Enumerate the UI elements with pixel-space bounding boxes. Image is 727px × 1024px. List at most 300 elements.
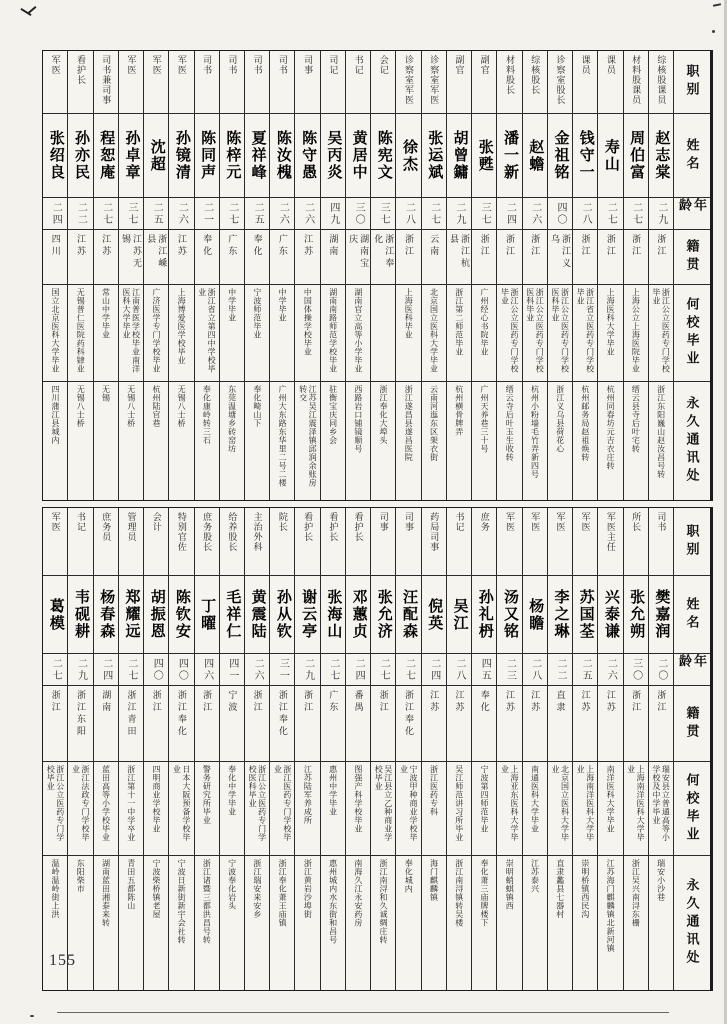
cell-name (68, 113, 92, 197)
cell-origin (195, 229, 219, 284)
position-text: 书记 (75, 512, 86, 532)
origin-text: 江苏 (530, 690, 541, 714)
name-text: 孙从钦 (274, 589, 291, 640)
age-text: 三一 (277, 657, 289, 682)
cell-address (548, 855, 572, 990)
cell-age (396, 653, 420, 685)
cell-school (396, 761, 420, 855)
cell-age (447, 197, 471, 229)
origin-text: 浙江 (605, 234, 616, 258)
header-school-label: 何校毕业 (684, 297, 700, 369)
cell-age (548, 653, 572, 685)
cell-age (169, 653, 193, 685)
address-text: 杭州同春坊元吉衣庄转 (606, 385, 616, 470)
cell-origin (472, 685, 496, 761)
origin-text: 浙江 (631, 234, 642, 258)
cell-address (624, 855, 648, 990)
cell-school (497, 761, 521, 855)
school-text: 湖南南路师范学校毕业 (328, 288, 338, 373)
position-text: 会计 (151, 512, 162, 532)
age-text: 二九 (655, 201, 667, 226)
address-text: 西路岩口铺镜顺号 (353, 385, 363, 453)
school-text: 上海医科毕业 (404, 288, 414, 339)
school-text: 浙江公立医药专门学校毕业 (46, 765, 65, 842)
cell-name (472, 575, 496, 653)
person-column (496, 508, 521, 990)
origin-text: 直隶 (555, 690, 566, 714)
origin-text: 江苏 (75, 234, 86, 258)
cell-name (472, 113, 496, 197)
position-text: 主治外科 (252, 512, 263, 552)
cell-school (195, 761, 219, 855)
name-text: 李之琳 (552, 589, 569, 640)
origin-text: 奉化 (252, 234, 263, 258)
cell-origin (94, 685, 118, 761)
school-text: 无锡普仁医院药科肄业 (76, 288, 86, 373)
cell-origin (422, 685, 446, 761)
school-text: 宁波师范毕业 (252, 288, 262, 339)
cell-address (472, 855, 496, 990)
cell-school (422, 761, 446, 855)
school-text: 上海医科大学毕业 (606, 288, 616, 356)
origin-text: 浙江 (50, 690, 61, 714)
person-column (522, 51, 547, 500)
address-text: 杭州小粉墙毛竹弄新四号 (530, 385, 540, 479)
position-text: 书记 (353, 55, 364, 75)
origin-text: 江苏 (504, 690, 515, 714)
cell-age (94, 197, 118, 229)
cell-name (270, 113, 294, 197)
cell-age (346, 197, 370, 229)
name-text: 兴泰谦 (602, 589, 619, 640)
cell-address (144, 381, 168, 500)
origin-text: 江苏 (580, 690, 591, 714)
origin-text: 奉化 (202, 234, 213, 258)
name-text: 黄居中 (350, 130, 367, 181)
cell-school (169, 761, 193, 855)
cell-address (270, 855, 294, 990)
cell-address (220, 855, 244, 990)
person-column (496, 51, 521, 500)
name-text: 谢云亭 (300, 589, 317, 640)
origin-text: 广东 (328, 690, 339, 714)
age-text: 二七 (327, 657, 339, 682)
cell-position (169, 508, 193, 575)
address-text: 奉化萧三庙牌楼下 (479, 859, 489, 927)
person-column (143, 51, 168, 500)
cell-school (346, 761, 370, 855)
header-cell-name (674, 113, 710, 197)
address-text: 云南河迤东区架衣街 (429, 385, 439, 462)
name-text: 韦砚耕 (72, 589, 89, 640)
cell-address (144, 855, 168, 990)
address-text: 浙江东阳巍山赵汝昌号转 (656, 385, 666, 479)
page-number: 155 (49, 952, 76, 969)
cell-position (396, 51, 420, 113)
header-cell-origin (674, 229, 710, 284)
person-column (194, 508, 219, 990)
person-column (547, 508, 572, 990)
person-column (597, 508, 622, 990)
cell-school (144, 761, 168, 855)
cell-school (220, 284, 244, 381)
position-text: 副官 (479, 55, 490, 75)
name-text: 樊嘉润 (653, 589, 670, 640)
position-text: 给养股长 (227, 512, 238, 552)
person-column (168, 508, 193, 990)
cell-address (371, 855, 395, 990)
name-text: 陈钦安 (173, 589, 190, 640)
person-column (370, 508, 395, 990)
cell-name (119, 113, 143, 197)
cell-position (371, 51, 395, 113)
cell-school (144, 284, 168, 381)
cell-name (68, 575, 92, 653)
cell-name (447, 113, 471, 197)
age-text: 二八 (403, 201, 415, 226)
cell-age (220, 653, 244, 685)
cell-school (321, 284, 345, 381)
name-text: 陈汝槐 (274, 130, 291, 181)
cell-address (220, 381, 244, 500)
name-text: 徐杰 (401, 138, 418, 173)
address-text: 驻衡宝庆同乡会 (328, 385, 338, 445)
cell-position (624, 51, 648, 113)
header-cell-position (674, 508, 710, 575)
name-text: 郑耀远 (123, 589, 140, 640)
origin-text: 浙江 (530, 234, 541, 258)
cell-age (573, 197, 597, 229)
cell-school (295, 284, 319, 381)
cell-position (94, 51, 118, 113)
cell-age (321, 653, 345, 685)
header-address-label: 永久通讯处 (684, 396, 700, 486)
cell-age (472, 197, 496, 229)
position-text: 军医 (126, 55, 137, 75)
cell-origin (422, 229, 446, 284)
age-text: 二四 (353, 657, 365, 682)
cell-age (270, 653, 294, 685)
cell-position (43, 508, 67, 575)
origin-text: 浙江 (504, 234, 515, 258)
school-text: 南通医科大学毕业 (530, 765, 540, 833)
cell-address (270, 381, 294, 500)
cell-position (523, 51, 547, 113)
origin-text: 广东 (227, 234, 238, 258)
age-text: 二七 (125, 657, 137, 682)
position-text: 军医 (555, 512, 566, 532)
age-text: 二七 (50, 657, 62, 682)
school-text: 国立北京医科大学毕业 (51, 288, 60, 373)
position-text: 司书 (252, 55, 263, 75)
origin-text: 浙江 (151, 690, 162, 714)
cell-name (371, 575, 395, 653)
cell-age (649, 197, 673, 229)
age-text: 二四 (428, 657, 440, 682)
name-text: 周伯富 (628, 130, 645, 181)
name-text: 金祖铭 (552, 130, 569, 181)
person-column (294, 51, 319, 500)
cell-school (245, 284, 269, 381)
cell-address (548, 381, 572, 500)
cell-position (598, 508, 622, 575)
cell-name (94, 113, 118, 197)
cell-name (144, 575, 168, 653)
address-text: 宁波奉化岩头 (227, 859, 237, 910)
age-text: 二九 (302, 657, 314, 682)
cell-age (295, 653, 319, 685)
header-position-label: 职别 (684, 523, 700, 560)
cell-origin (624, 229, 648, 284)
cell-address (43, 381, 67, 500)
person-column (572, 51, 597, 500)
school-text: 常山中学毕业 (101, 288, 111, 339)
cell-age (422, 653, 446, 685)
person-column (194, 51, 219, 500)
name-text: 黄震陆 (249, 589, 266, 640)
cell-school (598, 284, 622, 381)
cell-name (548, 575, 572, 653)
cell-name (624, 575, 648, 653)
position-text: 军医 (151, 55, 162, 75)
cell-origin (144, 229, 168, 284)
address-text: 浙江南浔镇转吴楼 (454, 859, 464, 927)
name-text: 胡曾鏞 (451, 130, 468, 181)
cell-name (43, 113, 67, 197)
cell-position (497, 508, 521, 575)
cell-origin (144, 685, 168, 761)
cell-position (321, 51, 345, 113)
school-text: 四明商业学校毕业 (151, 765, 161, 833)
header-cell-address (674, 855, 710, 990)
cell-address (245, 381, 269, 500)
cell-age (598, 197, 622, 229)
cell-age (144, 653, 168, 685)
cell-name (195, 113, 219, 197)
cell-school (396, 284, 420, 381)
name-text: 孙镜清 (173, 130, 190, 181)
age-text: 三七 (378, 201, 390, 226)
age-text: 二七 (378, 657, 390, 682)
cell-age (371, 197, 395, 229)
cell-age (523, 197, 547, 229)
person-column (547, 51, 572, 500)
cell-school (43, 761, 67, 855)
origin-text: 奉化 (479, 690, 490, 714)
address-text: 海门麒麟镇 (429, 859, 439, 902)
origin-text: 江苏 (429, 690, 440, 714)
person-column (395, 51, 420, 500)
origin-text: 云南 (429, 234, 440, 258)
address-text: 缙云寺后叶玉生收转 (505, 385, 515, 462)
person-column (446, 508, 471, 990)
school-text: 宁波第四师范毕业 (479, 765, 489, 833)
cell-address (472, 381, 496, 500)
cell-origin (94, 229, 118, 284)
header-name-label: 姓名 (684, 137, 700, 174)
origin-text: 浙江 (479, 234, 490, 258)
name-text: 张运斌 (426, 130, 443, 181)
scan-speck (712, 30, 715, 33)
cell-origin (68, 229, 92, 284)
cell-position (548, 51, 572, 113)
cell-school (68, 284, 92, 381)
cell-position (321, 508, 345, 575)
person-column (522, 508, 547, 990)
scan-speck (30, 1015, 34, 1017)
name-text: 苏国荃 (577, 589, 594, 640)
cell-position (548, 508, 572, 575)
position-text: 会记 (378, 55, 389, 75)
cell-address (245, 855, 269, 990)
position-text: 庶务员 (101, 512, 112, 542)
address-text: 浙江诸暨三都洪昌号转 (202, 859, 212, 944)
cell-address (523, 855, 547, 990)
cell-school (321, 761, 345, 855)
address-text: 惠州城内水东街和昌号 (328, 859, 338, 944)
name-text: 张海山 (325, 589, 342, 640)
age-text: 四〇 (176, 657, 188, 682)
cell-address (119, 381, 143, 500)
position-text: 司事 (404, 512, 415, 532)
position-text: 综核股长 (530, 55, 541, 95)
address-text: 东莞温塘乡砖窑坊 (227, 385, 237, 453)
cell-origin (573, 685, 597, 761)
cell-origin (472, 229, 496, 284)
age-text: 二六 (176, 201, 188, 226)
address-text: 浙江瑞安来安乡 (252, 859, 262, 919)
header-cell-address (674, 381, 710, 500)
cell-address (321, 855, 345, 990)
cell-origin (447, 229, 471, 284)
school-text: 吴江县立乙种商业学校毕业 (374, 765, 393, 842)
origin-text: 浙江奉化 (373, 234, 395, 270)
school-text: 浙江公立医药专门学校医科毕业 (550, 288, 570, 373)
cell-name (94, 575, 118, 653)
origin-text: 浙江杭县 (449, 234, 470, 270)
origin-text: 浙江 (656, 690, 667, 714)
age-text: 二四 (504, 201, 516, 226)
person-column (118, 51, 143, 500)
cell-age (598, 653, 622, 685)
address-text: 直隶蠡县七器村 (555, 859, 565, 919)
position-text: 司书 (277, 55, 288, 75)
position-text: 书记 (454, 512, 465, 532)
person-column (244, 508, 269, 990)
age-text: 二九 (454, 201, 465, 226)
cell-position (346, 508, 370, 575)
cell-name (422, 113, 446, 197)
school-text: 浙江省立第四中学校毕业 (197, 288, 217, 373)
age-text: 二八 (529, 657, 541, 682)
cell-school (195, 284, 219, 381)
school-text: 奉化中学毕业 (227, 765, 237, 816)
header-age-label: 年龄 (677, 654, 707, 672)
cell-school (598, 761, 622, 855)
school-text: 江南普医学校毕业南洋医科大学毕业 (121, 288, 141, 373)
position-text: 司书 (202, 55, 213, 75)
cell-school (220, 761, 244, 855)
cell-school (119, 761, 143, 855)
cell-name (624, 113, 648, 197)
cell-name (270, 575, 294, 653)
cell-age (195, 197, 219, 229)
person-column (168, 51, 193, 500)
person-column (67, 508, 92, 990)
cell-position (573, 51, 597, 113)
school-text: 吴江师范讲习所毕业 (454, 765, 464, 842)
cell-position (220, 51, 244, 113)
cell-name (371, 113, 395, 197)
address-text: 杭州横骨牌弄 (454, 385, 464, 436)
origin-text: 湖南 (328, 234, 339, 258)
age-text: 三〇 (353, 201, 365, 226)
cell-origin (270, 229, 294, 284)
pen-stroke (28, 6, 37, 14)
school-text: 浙江省立医药专门学校毕业 (576, 288, 595, 373)
header-cell-origin (674, 685, 710, 761)
name-text: 汪配森 (401, 589, 418, 640)
cell-name (43, 575, 67, 653)
name-text: 吴丙炎 (325, 130, 342, 181)
origin-text: 浙江奉化 (404, 690, 415, 738)
cell-origin (548, 229, 572, 284)
cell-origin (119, 685, 143, 761)
cell-position (245, 508, 269, 575)
position-text: 军医 (176, 55, 187, 75)
age-text: 二四 (50, 201, 62, 226)
position-text: 军医 (50, 512, 61, 532)
cell-school (447, 284, 471, 381)
origin-text: 浙江 (202, 690, 213, 714)
cell-age (144, 197, 168, 229)
cell-address (371, 381, 395, 500)
school-text: 警务研究所毕业 (202, 765, 212, 825)
cell-school (94, 284, 118, 381)
cell-address (169, 855, 193, 990)
cell-school (346, 284, 370, 381)
cell-school (169, 284, 193, 381)
school-text: 蓝田高等小学校毕业 (101, 765, 111, 842)
name-text: 张允济 (375, 589, 392, 640)
cell-address (94, 855, 118, 990)
school-text: 浙江法政专门学校毕业 (71, 765, 90, 842)
cell-position (396, 508, 420, 575)
school-text: 北京国立医科大学毕业 (550, 765, 570, 842)
age-text: 二七 (226, 201, 238, 226)
cell-name (245, 113, 269, 197)
roster-table-lower (42, 507, 713, 991)
cell-position (497, 51, 521, 113)
cell-name (169, 113, 193, 197)
school-text: 浙江公立医药专门学校医科毕业 (525, 288, 545, 373)
person-column (320, 51, 345, 500)
cell-age (573, 653, 597, 685)
person-column (43, 508, 67, 990)
school-text: 浙江公立医药专门学校毕业 (651, 288, 671, 373)
cell-name (245, 575, 269, 653)
cell-position (295, 508, 319, 575)
address-text: 浙江遂昌县遂昌医院 (404, 385, 414, 462)
cell-position (346, 51, 370, 113)
origin-text: 浙江 (252, 690, 263, 714)
address-text: 江苏吴江震泽镇邱润余账房转交 (298, 385, 318, 487)
header-cell-age (674, 197, 710, 229)
cell-position (295, 51, 319, 113)
cell-name (346, 113, 370, 197)
name-text: 寿山 (602, 138, 619, 173)
address-text: 奉化康岭转三石 (202, 385, 212, 445)
